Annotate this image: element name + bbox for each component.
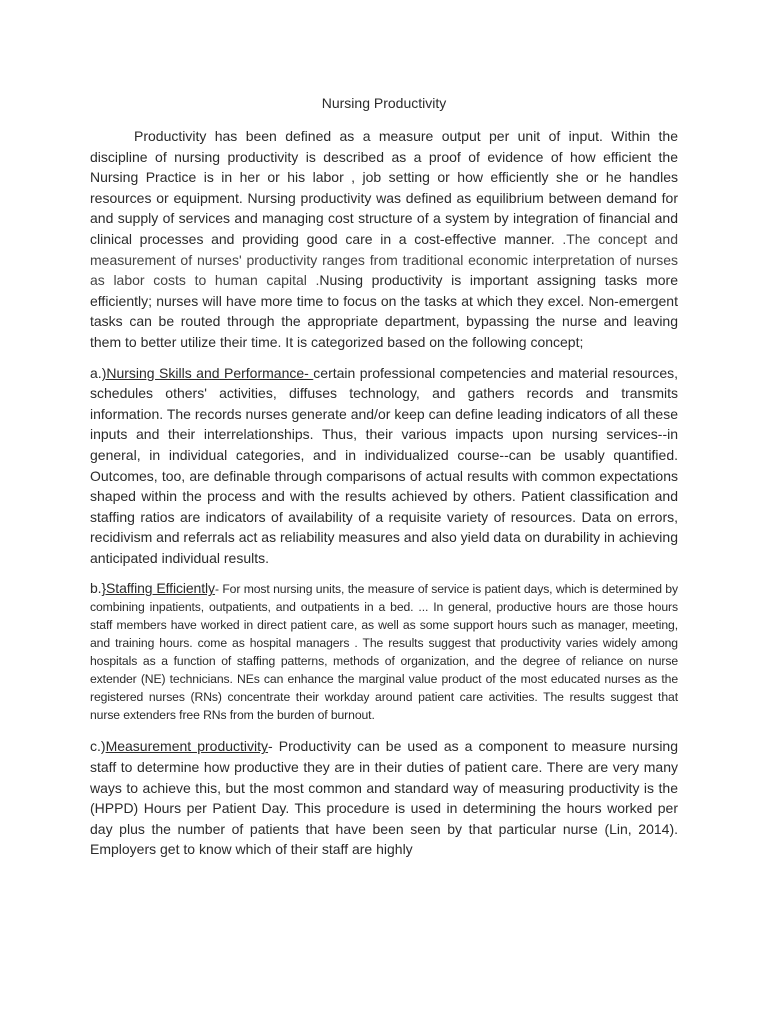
intro-paragraph	[90, 126, 678, 353]
intro-text-1: Productivity has been defined as a measure output per unit of input. Within the discipline of nursing productivity is described as a proof of evidence of how efficient the Nursing Practice is in her or his labor , job setting or how efficiently she or he handles resources or equipment. Nursing productivity was defined as equilibrium between demand for and supply of services and managing cost structure of a system by integration of financial and clinical processes and providing good care in a cost-effective manner.	[90, 128, 678, 247]
section-c-body: - Productivity can be used as a component to measure nursing staff to determine how productive they are in their duties of patient care. There are very many ways to achieve this, but the most common and standard way of measuring productivity is the (HPPD) Hours per Patient Day. This procedure is used in determining the hours worked per day plus the number of patients that have been seen by that particular nurse (Lin, 2014). Employers get to know which of their staff are highly	[90, 738, 679, 858]
section-c-prefix: c.)	[90, 738, 106, 755]
document-title: Nursing Productivity	[321, 95, 447, 111]
section-a-heading: )Nursing Skills and Performance-	[101, 364, 314, 381]
section-a-paragraph	[90, 363, 678, 569]
document-page	[90, 0, 678, 860]
section-b-paragraph	[90, 579, 678, 724]
section-a-prefix: a.	[90, 364, 102, 381]
section-b-body: - For most nursing units, the measure of service is patient days, which is determined by combining inpatients, outpatients, and outpatients in a bed. ... In general, productive hours are those hours staff members have worked in direct patient care, as well as some support hours such as manager, meeting, and training hours. come as hospital managers . The results suggest that productivity varies widely among hospitals as a function of staffing patterns, methods of organization, and the degree of reliance on nurse extender (NE) technicians. NEs can enhance the marginal value product of the most educated nurses as the registered nurses (RNs) concentrate their workday around patient care activities. The results suggest that nurse extenders free RNs from the burden of burnout.	[90, 582, 678, 723]
section-b-heading: }Staffing Efficiently	[101, 580, 215, 597]
intro-text-2: .The concept and measurement of nurses' productivity ranges from traditional economic interpretation of nurses as labor costs to human capital .	[90, 230, 679, 289]
intro-text-3: Nusing productivity is important assigning tasks more efficiently; nurses will have more time to focus on the tasks at which they excel. Non-emergent tasks can be routed through the appropriate department, bypassing the nurse and leaving them to better utilize their time. It is categorized based on the following concept;	[90, 272, 678, 350]
section-c-heading: Measurement productivity	[105, 738, 269, 755]
section-c-paragraph	[90, 736, 678, 860]
section-b-prefix: b.	[90, 580, 102, 597]
section-a-body: certain professional competencies and material resources, schedules others' activities, diffuses technology, and gathers records and transmits information. The records nurses generate and/or keep can define leading indicators of all these inputs and their interrelationships. Thus, their various impacts upon nursing services--in general, in individual categories, and in individualized course--can be usably quantified. Outcomes, too, are definable through comparisons of actual results with common expectations shaped within the process and with the results achieved by others. Patient classification and staffing ratios are indicators of availability of a requisite variety of resources. Data on errors, recidivism and referrals act as reliability measures and also yield data on durability in achieving anticipated individual results.	[90, 364, 678, 566]
